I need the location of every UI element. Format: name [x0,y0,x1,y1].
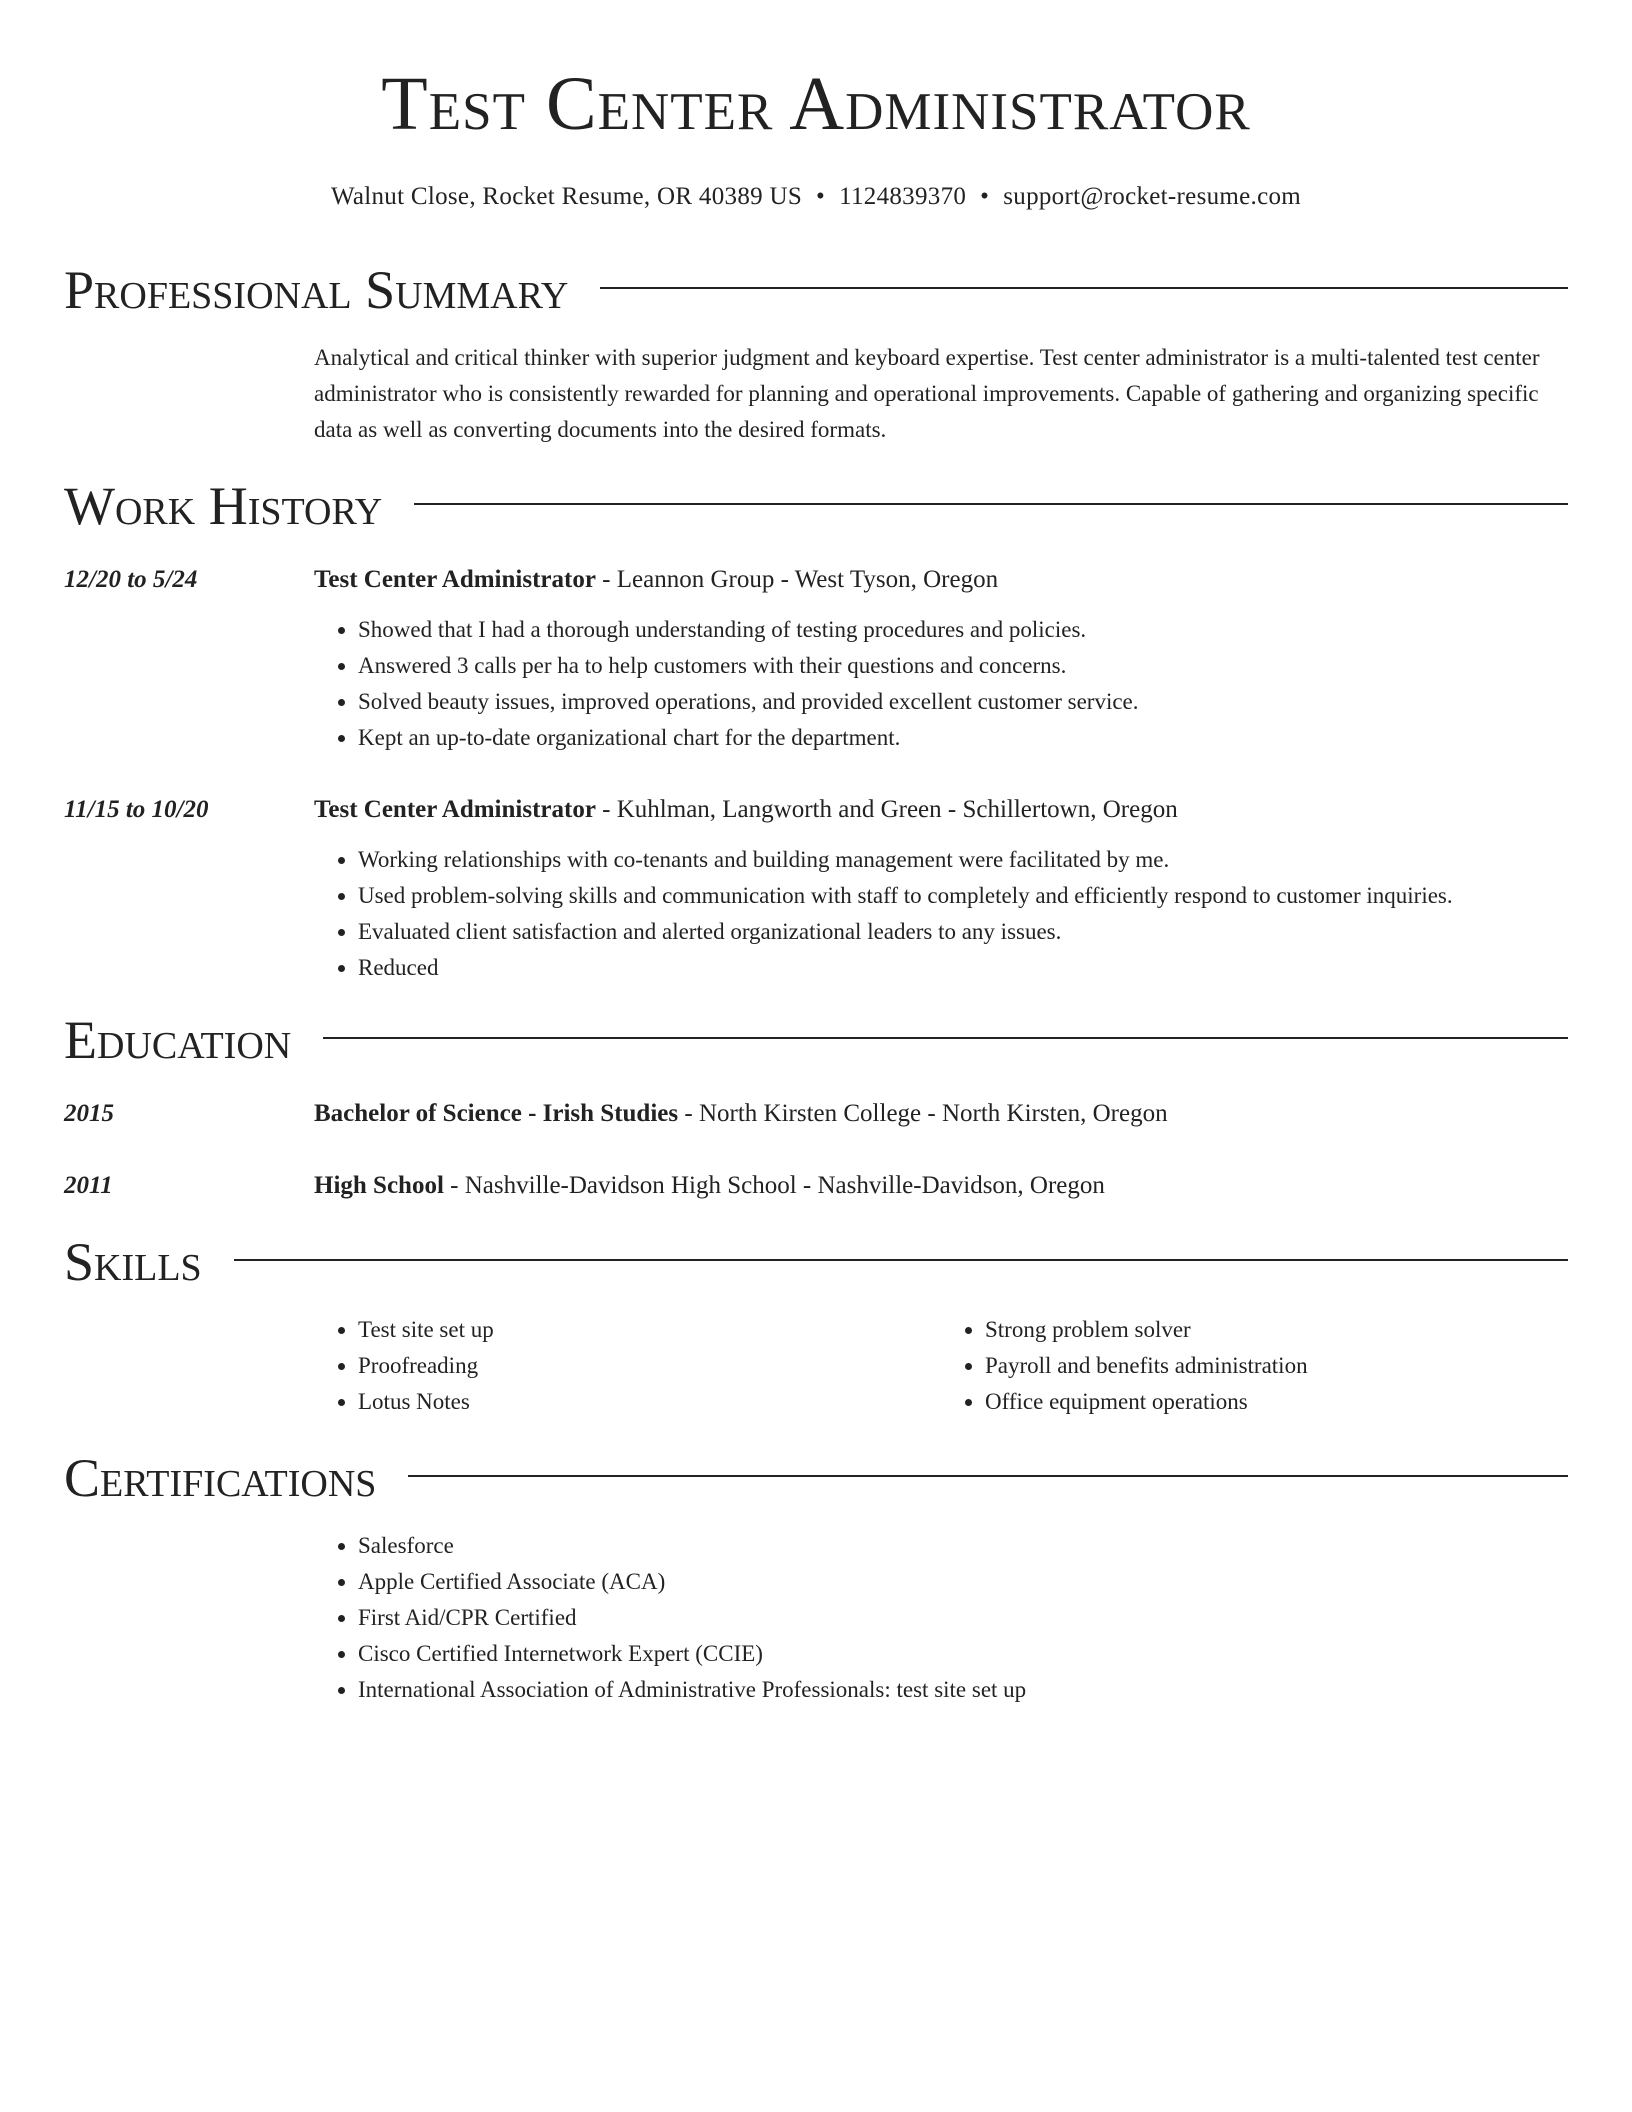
list-item: • Office equipment operations [985,1384,1568,1420]
summary-text: Analytical and critical thinker with superior judgment and keyboard expertise. Test center administrator is a multi-talented test center administrator who is consistently rewarded for planning and operational improvements. Capable of gathering and organizing specific data as well as converting documents into the desired formats. [314,345,1540,442]
list-item: • Apple Certified Associate (ACA) [358,1564,1568,1600]
candidate-name: Test Center Administrator [381,62,1251,146]
skills-columns [314,1312,1568,1420]
job-title-line [314,792,1568,828]
education-title-line [314,1096,1568,1132]
section-title: Professional Summary [64,260,569,320]
section-header [64,476,1568,536]
list-item: • Showed that I had a thorough understanding of testing procedures and policies. [358,612,1568,648]
section-title: Skills [64,1232,202,1292]
job-entry [64,792,1568,986]
list-item: • International Association of Administrative Professionals: test site set up [358,1672,1568,1708]
list-item: • Reduced [358,950,1568,986]
education-entry [64,1168,1568,1204]
education-details: - North Kirsten College - North Kirsten, Oregon [678,1100,1168,1127]
skills-left-column [314,1312,941,1420]
list-item: • Answered 3 calls per ha to help customers with their questions and concerns. [358,648,1568,684]
job-bullets [314,842,1568,986]
job-details: - Kuhlman, Langworth and Green - Schillertown, Oregon [595,796,1178,823]
certifications-bullets [314,1528,1568,1708]
education-degree: Bachelor of Science - Irish Studies [314,1100,679,1127]
education-main [314,1168,1568,1204]
job-role: Test Center Administrator [314,796,596,823]
job-title-line [314,562,1568,598]
contact-phone: 1124839370 [839,183,967,210]
skills-section [64,1232,1568,1420]
job-entry [64,562,1568,756]
section-title: Work History [64,476,383,536]
list-item: • First Aid/CPR Certified [358,1600,1568,1636]
contact-separator: • [816,183,826,210]
list-item: • Solved beauty issues, improved operations, and provided excellent customer service. [358,684,1568,720]
section-divider [408,1475,1568,1477]
list-item: • Used problem-solving skills and communication with staff to completely and efficiently respond to customer inquiries. [358,878,1568,914]
job-main [314,792,1568,986]
section-header [64,1448,1568,1508]
certifications-list [314,1528,1568,1708]
certifications-section [64,1448,1568,1708]
section-header [64,260,1568,320]
section-divider [323,1037,1568,1039]
section-header [64,1232,1568,1292]
contact-email: support@rocket-resume.com [1003,183,1302,210]
summary-section [64,260,1568,448]
list-item: • Strong problem solver [985,1312,1568,1348]
education-degree: High School [314,1172,444,1199]
list-item: • Proofreading [358,1348,941,1384]
contact-separator: • [980,183,990,210]
job-dates: 11/15 to 10/20 [64,796,209,823]
list-item: • Cisco Certified Internetwork Expert (CCIE) [358,1636,1568,1672]
job-main [314,562,1568,756]
list-item: • Evaluated client satisfaction and alerted organizational leaders to any issues. [358,914,1568,950]
job-role: Test Center Administrator [314,566,596,593]
list-item: • Working relationships with co-tenants and building management were facilitated by me. [358,842,1568,878]
education-entry [64,1096,1568,1132]
job-details: - Leannon Group - West Tyson, Oregon [595,566,999,593]
contact-address: Walnut Close, Rocket Resume, OR 40389 US [330,183,803,210]
list-item: • Lotus Notes [358,1384,941,1420]
job-dates: 12/20 to 5/24 [64,566,198,593]
list-item: • Kept an up-to-date organizational chart for the department. [358,720,1568,756]
list-item: • Salesforce [358,1528,1568,1564]
education-main [314,1096,1568,1132]
section-title: Education [64,1010,292,1070]
work-history-section [64,476,1568,986]
skills-right-column [941,1312,1568,1420]
section-divider [414,503,1568,505]
education-year: 2015 [64,1100,114,1127]
section-header [64,1010,1568,1070]
education-section [64,1010,1568,1204]
section-divider [234,1259,1568,1261]
list-item: • Test site set up [358,1312,941,1348]
education-details: - Nashville-Davidson High School - Nashville-Davidson, Oregon [443,1172,1105,1199]
section-title: Certifications [64,1448,377,1508]
education-year: 2011 [64,1172,113,1199]
list-item: • Payroll and benefits administration [985,1348,1568,1384]
education-title-line [314,1168,1568,1204]
section-divider [600,287,1568,289]
job-bullets [314,612,1568,756]
summary-body [314,340,1568,448]
contact-line [64,180,1568,214]
